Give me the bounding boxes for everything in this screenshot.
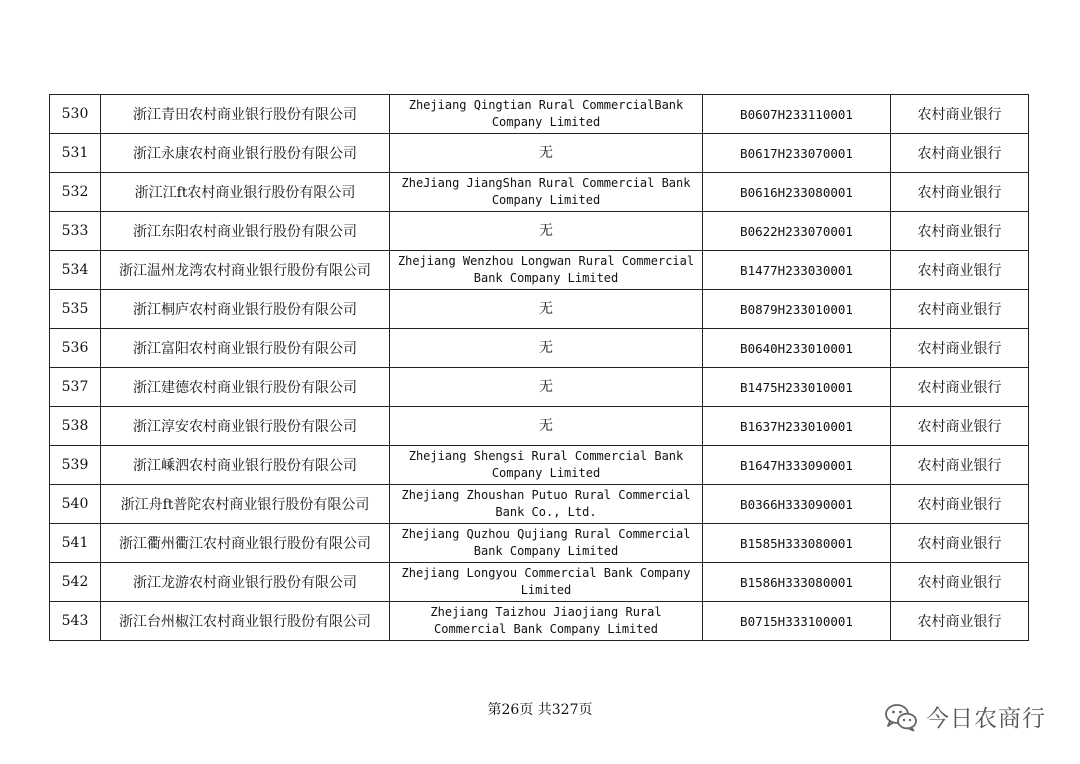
institution-code-cell: B1475H233010001	[703, 368, 891, 407]
english-name-cell: 无	[390, 368, 703, 407]
row-number: 543	[50, 602, 101, 641]
bank-type-cell: 农村商业银行	[891, 602, 1029, 641]
bank-type-cell: 农村商业银行	[891, 251, 1029, 290]
english-name-cell: Zhejiang Taizhou Jiaojiang Rural Commercial Bank Company Limited	[390, 602, 703, 641]
row-number: 536	[50, 329, 101, 368]
chinese-name-cell: 浙江台州椒江农村商业银行股份有限公司	[101, 602, 390, 641]
chinese-name-cell: 浙江东阳农村商业银行股份有限公司	[101, 212, 390, 251]
chinese-name-cell: 浙江永康农村商业银行股份有限公司	[101, 134, 390, 173]
chinese-name-cell: 浙江桐庐农村商业银行股份有限公司	[101, 290, 390, 329]
row-number: 542	[50, 563, 101, 602]
bank-type-cell: 农村商业银行	[891, 290, 1029, 329]
institution-code-cell: B0622H233070001	[703, 212, 891, 251]
chinese-name-cell: 浙江衢州衢江农村商业银行股份有限公司	[101, 524, 390, 563]
bank-type-cell: 农村商业银行	[891, 134, 1029, 173]
institution-code-cell: B0715H333100001	[703, 602, 891, 641]
chinese-name-cell: 浙江龙游农村商业银行股份有限公司	[101, 563, 390, 602]
table-row	[50, 212, 1029, 251]
english-name-cell: Zhejiang Zhoushan Putuo Rural Commercial Bank Co., Ltd.	[390, 485, 703, 524]
bank-type-cell: 农村商业银行	[891, 95, 1029, 134]
table-row	[50, 407, 1029, 446]
table-row	[50, 290, 1029, 329]
english-name-cell: 无	[390, 407, 703, 446]
institution-code-cell: B1477H233030001	[703, 251, 891, 290]
bank-type-cell: 农村商业银行	[891, 212, 1029, 251]
bank-type-cell: 农村商业银行	[891, 173, 1029, 212]
table-row	[50, 251, 1029, 290]
institution-code-cell: B0366H333090001	[703, 485, 891, 524]
table-row	[50, 329, 1029, 368]
table-row	[50, 485, 1029, 524]
bank-list-table	[49, 94, 1029, 641]
chinese-name-cell: 浙江淳安农村商业银行股份有限公司	[101, 407, 390, 446]
table-row	[50, 563, 1029, 602]
bank-type-cell: 农村商业银行	[891, 407, 1029, 446]
table-body	[50, 95, 1029, 641]
bank-type-cell: 农村商业银行	[891, 485, 1029, 524]
row-number: 537	[50, 368, 101, 407]
row-number: 532	[50, 173, 101, 212]
row-number: 541	[50, 524, 101, 563]
institution-code-cell: B1585H333080001	[703, 524, 891, 563]
english-name-cell: Zhejiang Wenzhou Longwan Rural Commercial Bank Company Limited	[390, 251, 703, 290]
row-number: 535	[50, 290, 101, 329]
chinese-name-cell: 浙江舟ft普陀农村商业银行股份有限公司	[101, 485, 390, 524]
english-name-cell: Zhejiang Longyou Commercial Bank Company Limited	[390, 563, 703, 602]
chinese-name-cell: 浙江青田农村商业银行股份有限公司	[101, 95, 390, 134]
chinese-name-cell: 浙江温州龙湾农村商业银行股份有限公司	[101, 251, 390, 290]
institution-code-cell: B0607H233110001	[703, 95, 891, 134]
bank-type-cell: 农村商业银行	[891, 446, 1029, 485]
chinese-name-cell: 浙江建德农村商业银行股份有限公司	[101, 368, 390, 407]
bank-type-cell: 农村商业银行	[891, 524, 1029, 563]
english-name-cell: ZheJiang JiangShan Rural Commercial Bank Company Limited	[390, 173, 703, 212]
table-row	[50, 524, 1029, 563]
bank-type-cell: 农村商业银行	[891, 563, 1029, 602]
bank-type-cell: 农村商业银行	[891, 368, 1029, 407]
english-name-cell: 无	[390, 290, 703, 329]
row-number: 534	[50, 251, 101, 290]
chinese-name-cell: 浙江江ft农村商业银行股份有限公司	[101, 173, 390, 212]
row-number: 539	[50, 446, 101, 485]
institution-code-cell: B1647H333090001	[703, 446, 891, 485]
row-number: 533	[50, 212, 101, 251]
table-row	[50, 95, 1029, 134]
english-name-cell: 无	[390, 212, 703, 251]
table-row	[50, 446, 1029, 485]
english-name-cell: Zhejiang Shengsi Rural Commercial Bank Company Limited	[390, 446, 703, 485]
chinese-name-cell: 浙江嵊泗农村商业银行股份有限公司	[101, 446, 390, 485]
wechat-icon	[884, 702, 918, 732]
table-row	[50, 134, 1029, 173]
english-name-cell: Zhejiang Qingtian Rural CommercialBank Company Limited	[390, 95, 703, 134]
chinese-name-cell: 浙江富阳农村商业银行股份有限公司	[101, 329, 390, 368]
row-number: 540	[50, 485, 101, 524]
table-row	[50, 173, 1029, 212]
page-number: 第26页 共327页	[487, 702, 593, 718]
institution-code-cell: B0616H233080001	[703, 173, 891, 212]
row-number: 538	[50, 407, 101, 446]
english-name-cell: 无	[390, 134, 703, 173]
english-name-cell: 无	[390, 329, 703, 368]
institution-code-cell: B1637H233010001	[703, 407, 891, 446]
row-number: 530	[50, 95, 101, 134]
row-number: 531	[50, 134, 101, 173]
table-row	[50, 602, 1029, 641]
table-row	[50, 368, 1029, 407]
english-name-cell: Zhejiang Quzhou Qujiang Rural Commercial Bank Company Limited	[390, 524, 703, 563]
watermark	[884, 700, 1046, 733]
bank-type-cell: 农村商业银行	[891, 329, 1029, 368]
watermark-text: 今日农商行	[926, 706, 1046, 732]
institution-code-cell: B0640H233010001	[703, 329, 891, 368]
institution-code-cell: B0617H233070001	[703, 134, 891, 173]
institution-code-cell: B1586H333080001	[703, 563, 891, 602]
institution-code-cell: B0879H233010001	[703, 290, 891, 329]
